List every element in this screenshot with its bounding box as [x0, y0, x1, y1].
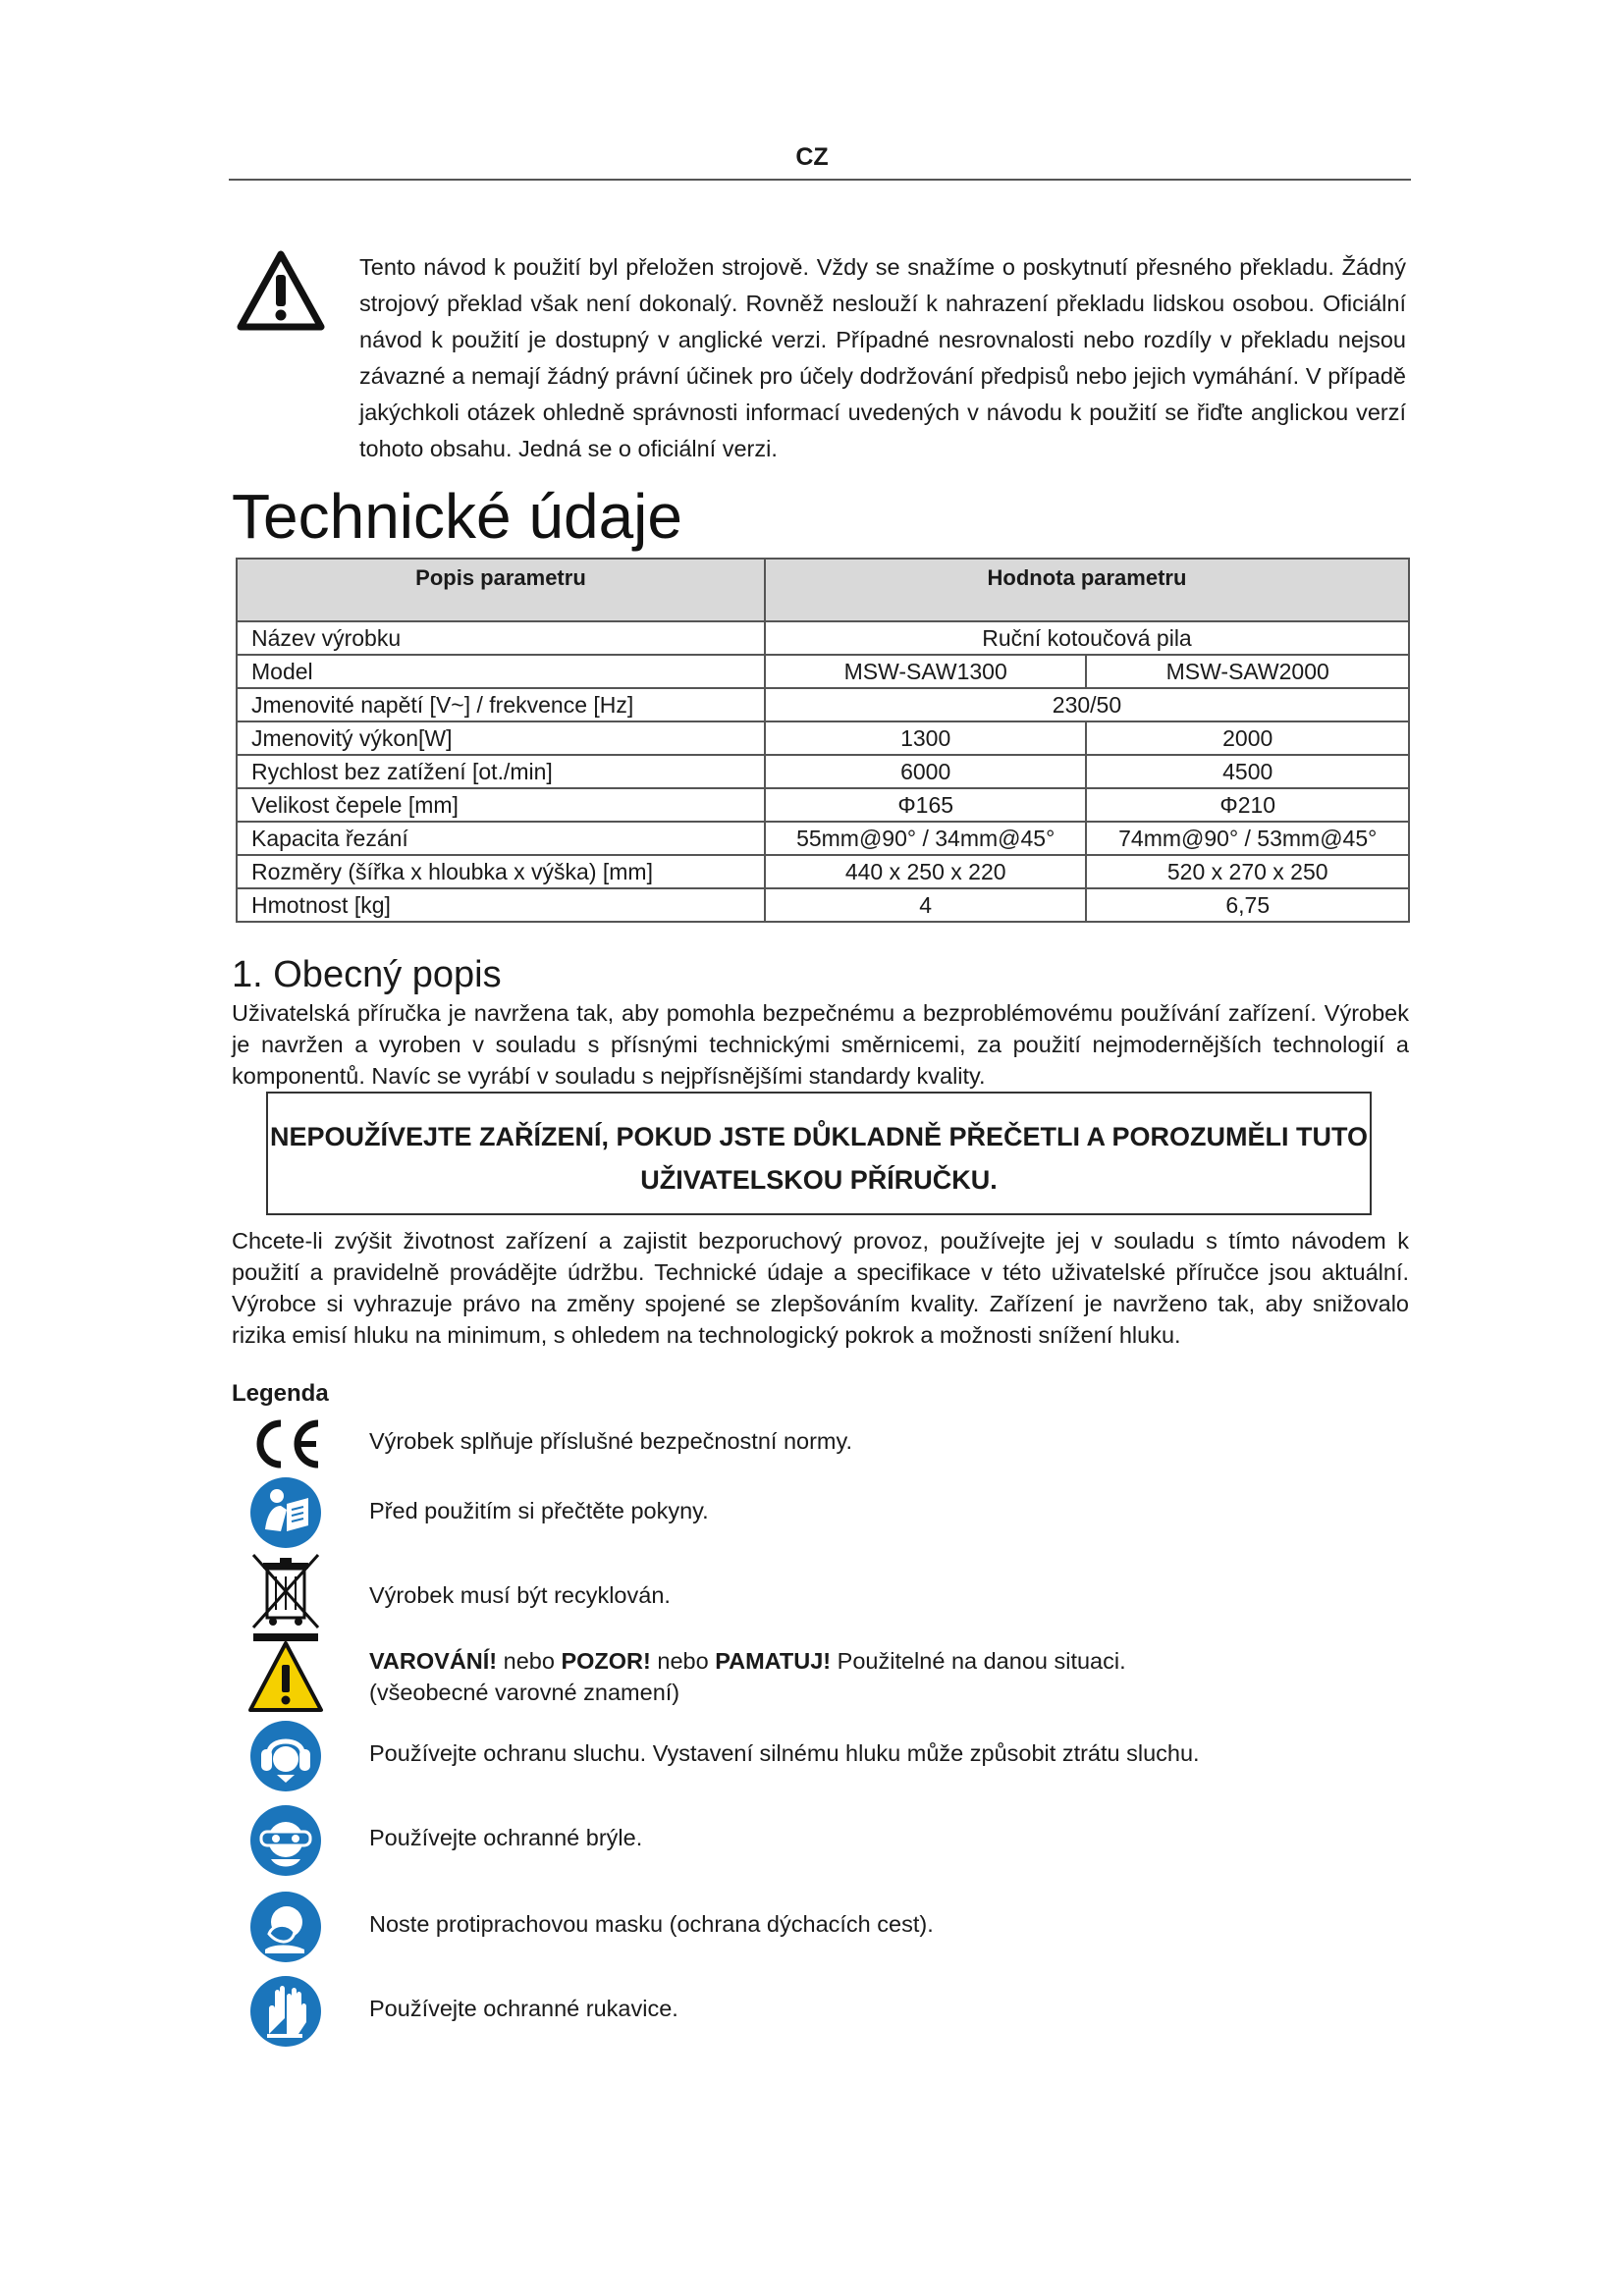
notice-box [266, 1092, 1372, 1215]
row-label: Kapacita řezání [237, 822, 765, 855]
ear-protection-icon [247, 1718, 324, 1794]
row-value-b: 74mm@90° / 53mm@45° [1086, 822, 1409, 855]
table-header-value: Hodnota parametru [765, 559, 1409, 621]
row-value-a: MSW-SAW1300 [765, 655, 1087, 688]
row-value-a: 55mm@90° / 34mm@45° [765, 822, 1087, 855]
maintenance-paragraph: Chcete-li zvýšit životnost zařízení a zajistit bezporuchový provoz, používejte jej v souladu s tímto návodem k použití a pravidelně provádějte údržbu. Technické údaje a specifikace v této uživatelské příručce jsou aktuální. Výrobce si vyhrazuje právo na změny spojené se zlepšováním kvality. Zařízení je navrženo tak, aby snižovalo rizika emisí hluku na minimum, s ohledem na technologický pokrok a možnosti snížení hluku. [232, 1228, 1409, 1348]
row-label: Jmenovité napětí [V~] / frekvence [Hz] [237, 688, 765, 721]
table-row [237, 788, 1409, 822]
intro-paragraph: Uživatelská příručka je navržena tak, aby pomohla bezpečnému a bezproblémovému používání zařízení. Výrobek je navržen a vyroben v souladu s přísnými technickými směrnicemi, za použití nejmodernějších technologií a komponentů. Navíc se vyrábí v souladu s nejpřísnějšími standardy kvality. [232, 1000, 1409, 1089]
legend-ce-text: Výrobek splňuje příslušné bezpečnostní normy. [369, 1428, 853, 1454]
row-value-a: 6000 [765, 755, 1087, 788]
row-label: Rychlost bez zatížení [ot./min] [237, 755, 765, 788]
table-row [237, 655, 1409, 688]
warning-triangle-icon [236, 249, 326, 332]
legend-warning-text [369, 1645, 1126, 1708]
translation-disclaimer [359, 249, 1406, 467]
gloves-icon [247, 1973, 324, 2050]
table-header-parameter: Popis parametru [237, 559, 765, 621]
legend-goggles-text: Používejte ochranné brýle. [369, 1825, 643, 1850]
legend-title: Legenda [232, 1380, 329, 1407]
notice-text: NEPOUŽÍVEJTE ZAŘÍZENÍ, POKUD JSTE DŮKLADNĚ PŘEČETLI A POROZUMĚLI TUTO UŽIVATELSKOU PŘÍRUČKU. [269, 1122, 1369, 1195]
row-label: Rozměry (šířka x hloubka x výška) [mm] [237, 855, 765, 888]
row-value-b: 6,75 [1086, 888, 1409, 922]
table-row [237, 621, 1409, 655]
row-value: Ruční kotoučová pila [765, 621, 1409, 655]
warning-word-3: PAMATUJ! [715, 1648, 832, 1674]
warning-sep-3: Použitelné na danou situaci. [831, 1648, 1126, 1674]
row-value-b: 4500 [1086, 755, 1409, 788]
row-value: 230/50 [765, 688, 1409, 721]
table-row [237, 721, 1409, 755]
row-value-a: 4 [765, 888, 1087, 922]
table-row [237, 755, 1409, 788]
row-value-a: 1300 [765, 721, 1087, 755]
dust-mask-icon [247, 1889, 324, 1965]
table-row [237, 688, 1409, 721]
warning-word-1: VAROVÁNÍ! [369, 1648, 498, 1674]
header-rule [229, 179, 1411, 181]
warning-subtext: (všeobecné varovné znamení) [369, 1680, 680, 1705]
row-value-b: Φ210 [1086, 788, 1409, 822]
row-label: Model [237, 655, 765, 688]
legend-manual-text: Před použitím si přečtěte pokyny. [369, 1498, 709, 1523]
row-label: Hmotnost [kg] [237, 888, 765, 922]
warning-sep-1: nebo [497, 1648, 562, 1674]
disclaimer-text: Tento návod k použití byl přeložen strojově. Vždy se snažíme o poskytnutí přesného překladu. Žádný strojový překlad však není dokonalý. Rovněž neslouží k nahrazení překladu lidskou osobou. Oficiální návod k použití je dostupný v anglické verzi. Případné nesrovnalosti nebo rozdíly v překladu nejsou závazné a nemají žádný právní účinek pro účely dodržování předpisů nebo jejich vymáhání. V případě jakýchkoli otázek ohledně správnosti informací uvedených v návodu k použití se řiďte anglickou verzí tohoto obsahu. Jedná se o oficiální verzi. [359, 254, 1406, 461]
row-value-a: Φ165 [765, 788, 1087, 822]
spec-table [236, 558, 1410, 923]
header-language: CZ [795, 143, 829, 171]
safety-goggles-icon [247, 1802, 324, 1879]
page-title: Technické údaje [232, 481, 682, 552]
warning-sep-2: nebo [650, 1648, 716, 1674]
legend-ear-text: Používejte ochranu sluchu. Vystavení silnému hluku může způsobit ztrátu sluchu. [369, 1740, 1200, 1766]
weee-bin-icon [247, 1551, 324, 1643]
table-row [237, 888, 1409, 922]
table-row [237, 822, 1409, 855]
row-value-a: 440 x 250 x 220 [765, 855, 1087, 888]
row-value-b: 520 x 270 x 250 [1086, 855, 1409, 888]
row-value-b: MSW-SAW2000 [1086, 655, 1409, 688]
section-heading: 1. Obecný popis [232, 954, 502, 995]
warning-triangle-icon [247, 1639, 324, 1716]
row-label: Název výrobku [237, 621, 765, 655]
row-value-b: 2000 [1086, 721, 1409, 755]
warning-word-2: POZOR! [561, 1648, 651, 1674]
legend-mask-text: Noste protiprachovou masku (ochrana dýchacích cest). [369, 1911, 934, 1937]
row-label: Velikost čepele [mm] [237, 788, 765, 822]
legend-gloves-text: Používejte ochranné rukavice. [369, 1996, 678, 2021]
ce-mark-icon [247, 1406, 324, 1482]
row-label: Jmenovitý výkon[W] [237, 721, 765, 755]
read-manual-icon [247, 1474, 324, 1551]
legend-recycle-text: Výrobek musí být recyklován. [369, 1582, 671, 1608]
table-row [237, 855, 1409, 888]
